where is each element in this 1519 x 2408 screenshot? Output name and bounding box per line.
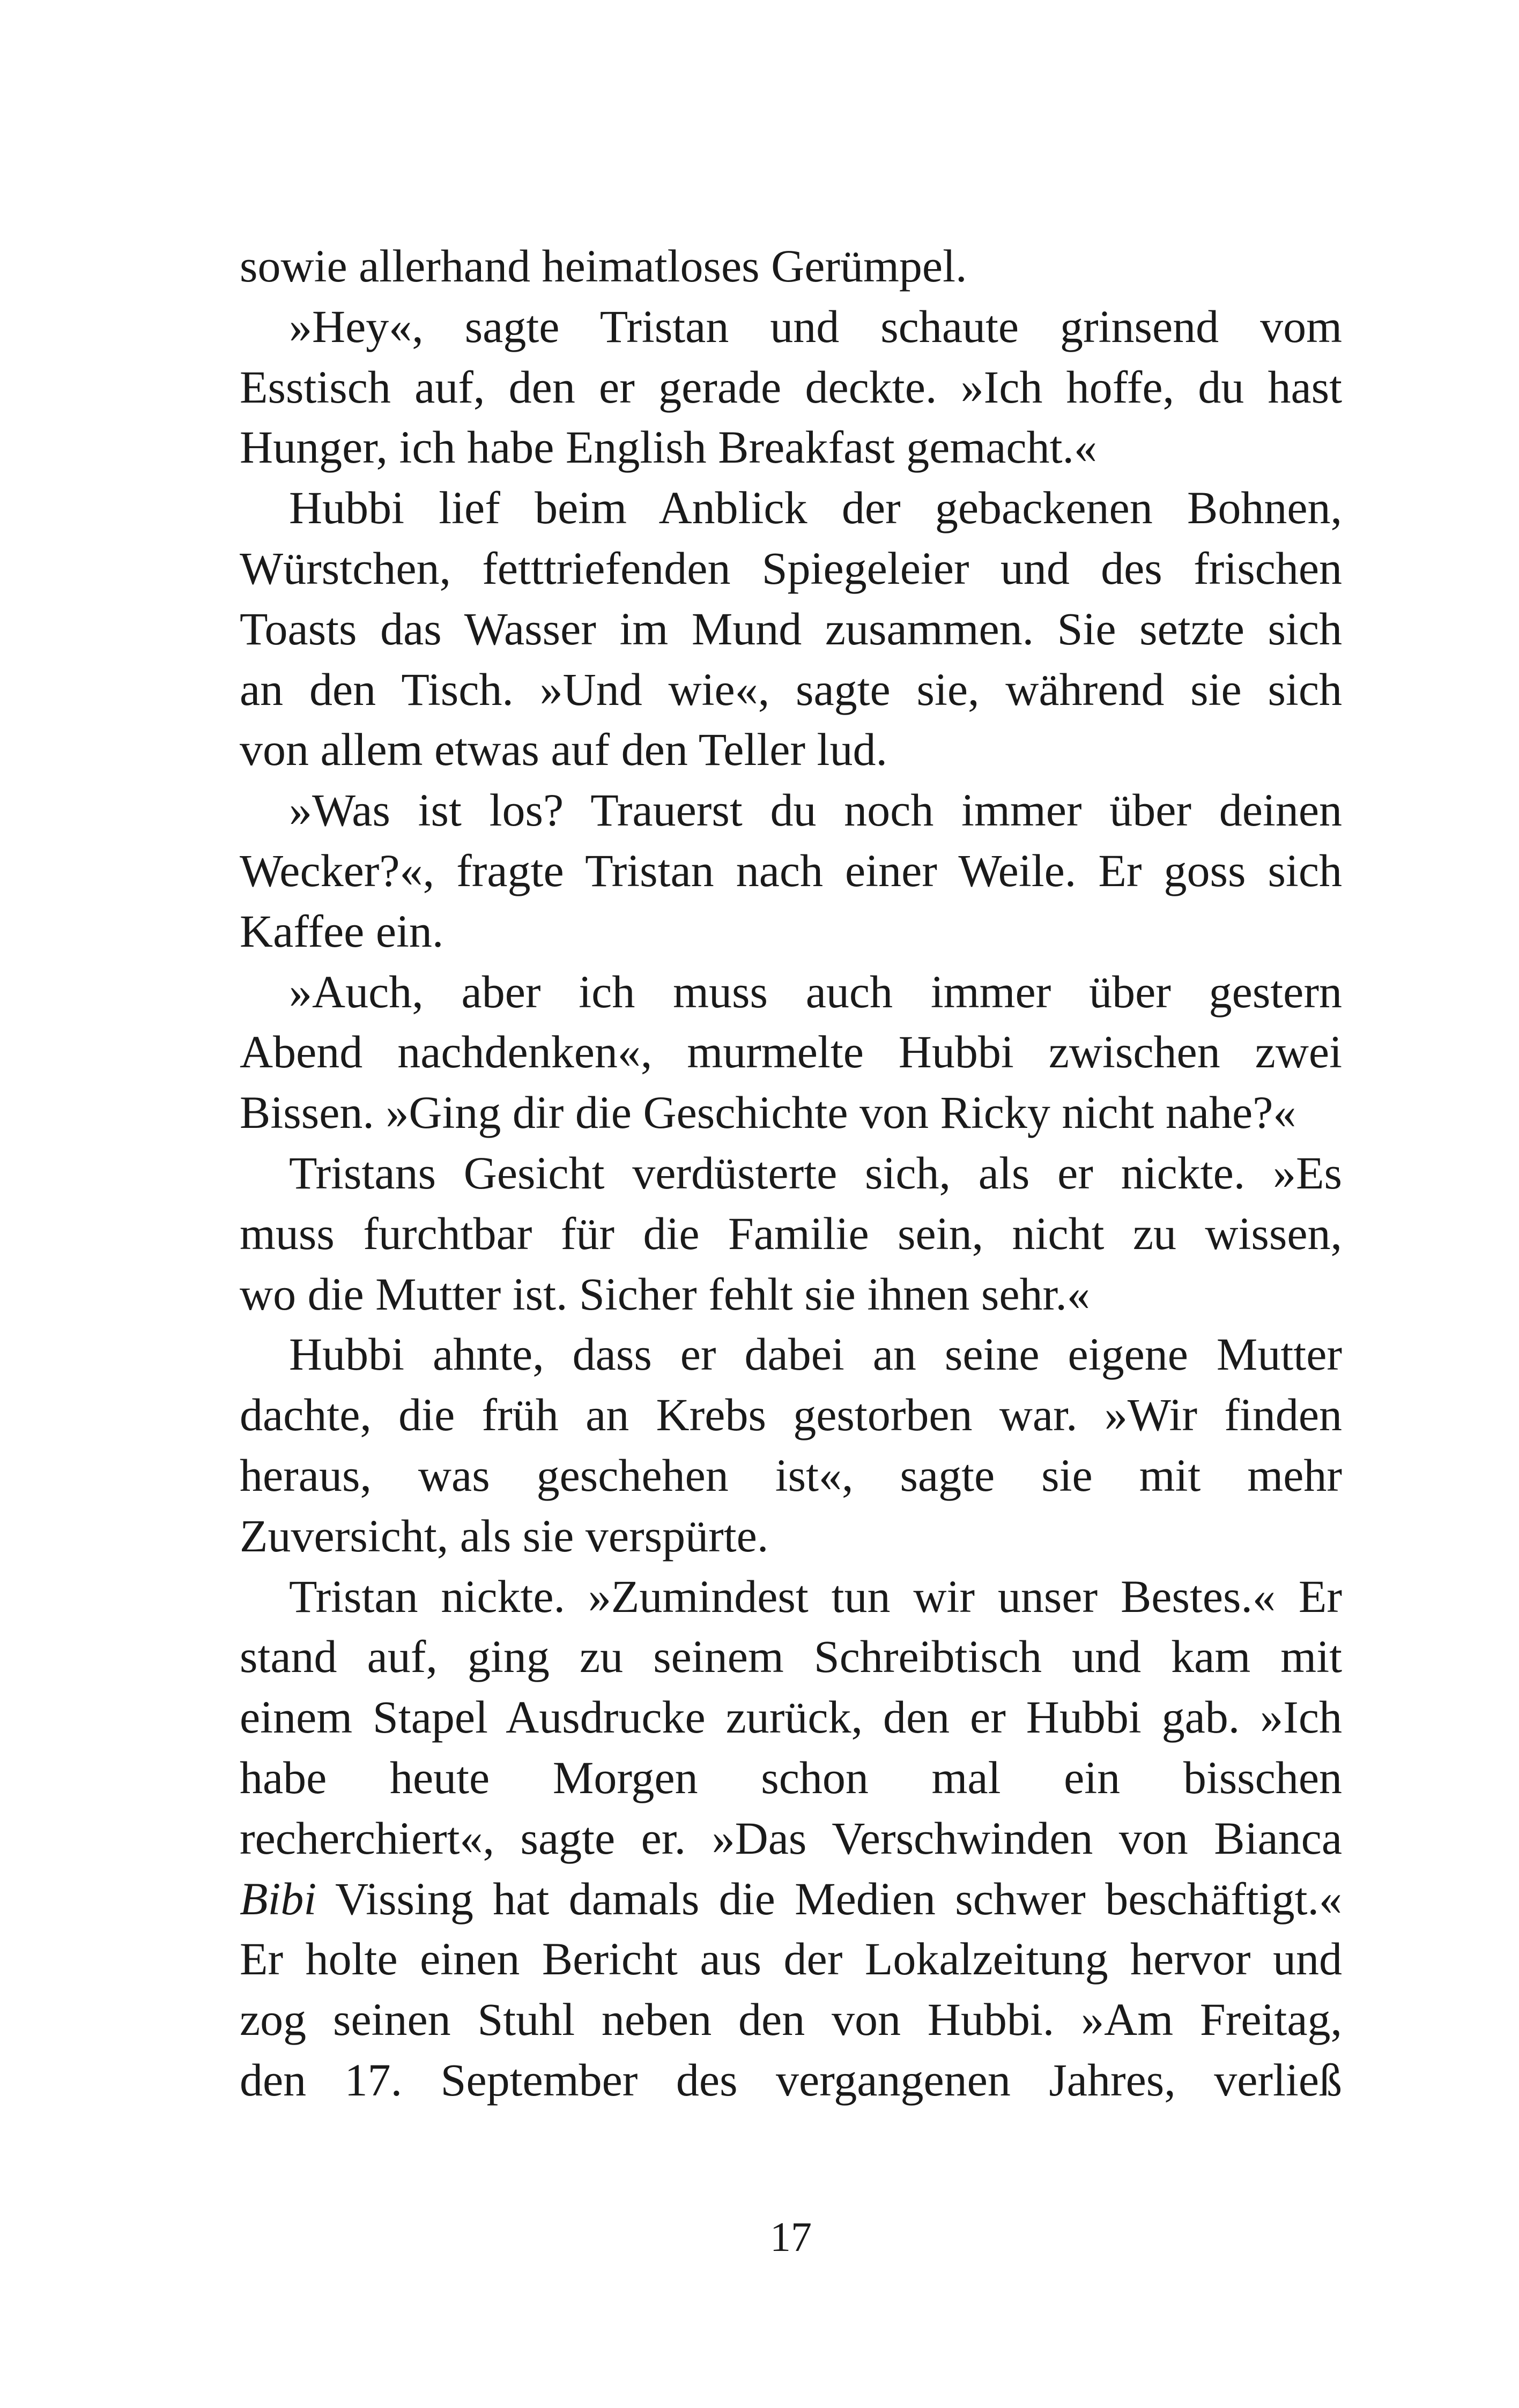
text-line: muss furchtbar für die Familie sein, nicht zu wissen,: [240, 1207, 1342, 1259]
body-text: [240, 236, 1342, 2110]
text-fragment: Vissing hat damals die Medien schwer beschäftigt.«: [316, 1872, 1342, 1924]
italic-name: Bibi: [240, 1872, 317, 1924]
text-line: »Was ist los? Trauerst du noch immer über deinen: [289, 784, 1342, 836]
text-line: den 17. September des vergangenen Jahres, verließ: [240, 2054, 1342, 2106]
text-line: [240, 1869, 1342, 1929]
text-line: stand auf, ging zu seinem Schreibtisch und kam mit: [240, 1631, 1342, 1683]
text-line: recherchiert«, sagte er. »Das Verschwinden von Bianca: [240, 1812, 1342, 1864]
text-line: Zuversicht, als sie verspürte.: [240, 1510, 769, 1562]
text-line: Tristans Gesicht verdüsterte sich, als er nickte. »Es: [289, 1147, 1342, 1199]
text-line: dachte, die früh an Krebs gestorben war. »Wir finden: [240, 1389, 1342, 1441]
text-line: zog seinen Stuhl neben den von Hubbi. »Am Freitag,: [240, 1994, 1342, 2046]
page-number: 17: [770, 2213, 812, 2260]
text-line: Kaffee ein.: [240, 905, 444, 957]
text-line: Bissen. »Ging dir die Geschichte von Ricky nicht nahe?«: [240, 1087, 1296, 1139]
text-line: »Auch, aber ich muss auch immer über gestern: [289, 965, 1342, 1017]
text-line: Würstchen, fetttriefenden Spiegeleier und des frischen: [240, 542, 1342, 594]
text-line: Hubbi ahnte, dass er dabei an seine eigene Mutter: [289, 1328, 1342, 1380]
text-line: von allem etwas auf den Teller lud.: [240, 724, 887, 776]
text-line: Esstisch auf, den er gerade deckte. »Ich hoffe, du hast: [240, 361, 1342, 413]
text-line: Wecker?«, fragte Tristan nach einer Weile. Er goss sich: [240, 844, 1342, 896]
text-line: an den Tisch. »Und wie«, sagte sie, während sie sich: [240, 663, 1342, 715]
text-line: Toasts das Wasser im Mund zusammen. Sie setzte sich: [240, 603, 1342, 655]
text-line: einem Stapel Ausdrucke zurück, den er Hubbi gab. »Ich: [240, 1691, 1342, 1743]
text-line: Er holte einen Bericht aus der Lokalzeitung hervor und: [240, 1933, 1342, 1985]
text-line: habe heute Morgen schon mal ein bisschen: [240, 1751, 1342, 1803]
text-line: wo die Mutter ist. Sicher fehlt sie ihnen sehr.«: [240, 1268, 1090, 1320]
text-line: »Hey«, sagte Tristan und schaute grinsend vom: [289, 300, 1342, 352]
book-page: [240, 0, 1342, 2408]
text-line: Hubbi lief beim Anblick der gebackenen Bohnen,: [289, 482, 1342, 534]
text-line: Abend nachdenken«, murmelte Hubbi zwischen zwei: [240, 1026, 1342, 1078]
text-line: Tristan nickte. »Zumindest tun wir unser Bestes.« Er: [289, 1570, 1342, 1622]
text-line: sowie allerhand heimatloses Gerümpel.: [240, 240, 967, 292]
text-line: Hunger, ich habe English Breakfast gemacht.«: [240, 421, 1097, 473]
text-line: heraus, was geschehen ist«, sagte sie mit mehr: [240, 1449, 1342, 1501]
